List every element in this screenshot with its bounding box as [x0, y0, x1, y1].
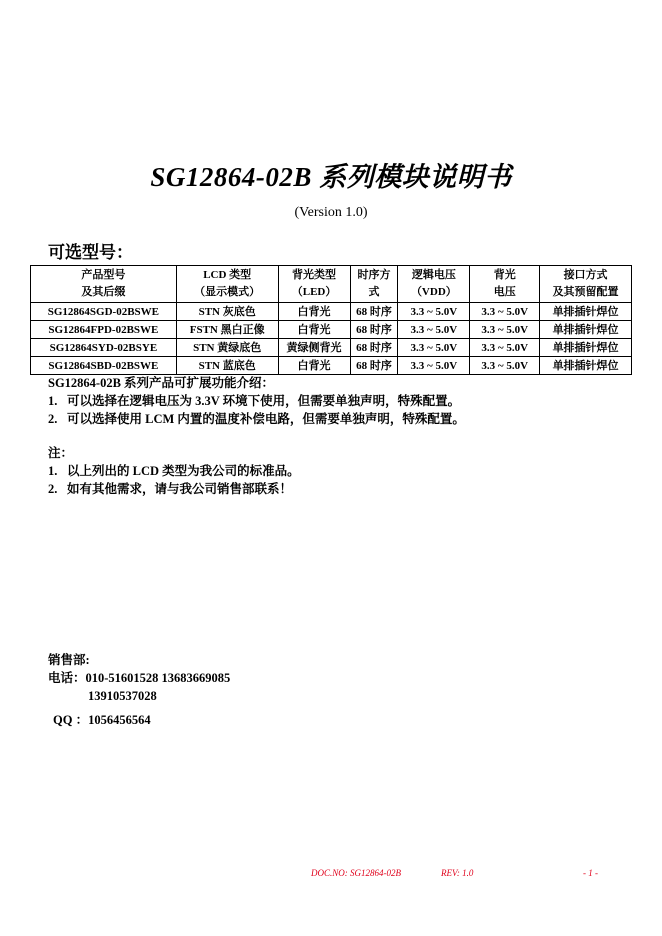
table-cell: 黄绿侧背光 [278, 339, 350, 357]
model-table [30, 265, 632, 375]
table-row [31, 321, 632, 339]
header-cell: 时序方 式 [350, 266, 398, 303]
table-cell: STN 灰底色 [176, 303, 278, 321]
item-text: 可以选择使用 LCM 内置的温度补偿电路，但需要单独声明，特殊配置。 [67, 412, 465, 426]
item-number: 2. [48, 412, 58, 426]
item-text: 以上列出的 LCD 类型为我公司的标准品。 [67, 464, 300, 478]
table-cell: 3.3 ~ 5.0V [398, 339, 470, 357]
phone-line: 电话：010-51601528 13683669085 [48, 671, 231, 685]
table-cell: 单排插针焊位 [540, 321, 632, 339]
header-row [31, 266, 632, 303]
qq-line [48, 711, 230, 729]
notes-section [48, 444, 300, 498]
document-version: (Version 1.0) [294, 205, 368, 220]
header-cell: 接口方式 及其预留配置 [540, 266, 632, 303]
table-cell: 3.3 ~ 5.0V [470, 303, 540, 321]
header-cell: 背光 电压 [470, 266, 540, 303]
table-cell: SG12864SYD-02BSYE [31, 339, 177, 357]
table-cell: 3.3 ~ 5.0V [398, 321, 470, 339]
footer-rev: REV: 1.0 [441, 868, 474, 878]
list-item [48, 462, 300, 480]
features-section [48, 374, 465, 428]
table-cell: 白背光 [278, 321, 350, 339]
header-cell: 产品型号 及其后缀 [31, 266, 177, 303]
notes-heading: 注： [48, 446, 74, 460]
list-item [48, 392, 465, 410]
table-cell: 单排插针焊位 [540, 357, 632, 375]
table-cell: 3.3 ~ 5.0V [470, 357, 540, 375]
table-cell: 单排插针焊位 [540, 303, 632, 321]
phone-extra: 13910537028 [88, 689, 157, 703]
item-number: 1. [48, 394, 58, 408]
table-row [31, 357, 632, 375]
table-cell: STN 黄绿底色 [176, 339, 278, 357]
table-cell: 68 时序 [350, 321, 398, 339]
qq-value: ：1056456564 [75, 713, 151, 727]
features-intro: SG12864-02B 系列产品可扩展功能介绍： [48, 376, 275, 390]
table-cell: 白背光 [278, 303, 350, 321]
header-cell: 背光类型 （LED） [278, 266, 350, 303]
list-item [48, 410, 465, 428]
table-cell: 单排插针焊位 [540, 339, 632, 357]
header-cell: LCD 类型 （显示模式） [176, 266, 278, 303]
item-number: 1. [48, 464, 58, 478]
table-cell: 68 时序 [350, 339, 398, 357]
item-text: 如有其他需求，请与我公司销售部联系！ [67, 482, 293, 496]
table-cell: 3.3 ~ 5.0V [470, 339, 540, 357]
footer-doc-no: DOC.NO: SG12864-02B [311, 868, 401, 878]
table-cell: SG12864SBD-02BSWE [31, 357, 177, 375]
table-cell: 白背光 [278, 357, 350, 375]
sales-contact [48, 651, 230, 729]
table-row [31, 303, 632, 321]
table-cell: STN 蓝底色 [176, 357, 278, 375]
table-cell: SG12864SGD-02BSWE [31, 303, 177, 321]
item-number: 2. [48, 482, 58, 496]
table-cell: FSTN 黑白正像 [176, 321, 278, 339]
qq-label: QQ [53, 713, 73, 727]
table-cell: SG12864FPD-02BSWE [31, 321, 177, 339]
list-item [48, 480, 300, 498]
table-row [31, 339, 632, 357]
header-cell: 逻辑电压 （VDD） [398, 266, 470, 303]
footer-page-number: - 1 - [583, 868, 598, 878]
options-heading: 可选型号： [48, 243, 133, 263]
table-cell: 3.3 ~ 5.0V [398, 303, 470, 321]
document-title: SG12864-02B 系列模块说明书 [150, 162, 512, 192]
model-table-header [31, 266, 632, 303]
table-cell: 3.3 ~ 5.0V [470, 321, 540, 339]
page-footer [0, 868, 662, 882]
table-cell: 68 时序 [350, 303, 398, 321]
table-cell: 68 时序 [350, 357, 398, 375]
sales-heading: 销售部: [48, 653, 90, 667]
item-text: 可以选择在逻辑电压为 3.3V 环境下使用，但需要单独声明，特殊配置。 [67, 394, 461, 408]
table-cell: 3.3 ~ 5.0V [398, 357, 470, 375]
